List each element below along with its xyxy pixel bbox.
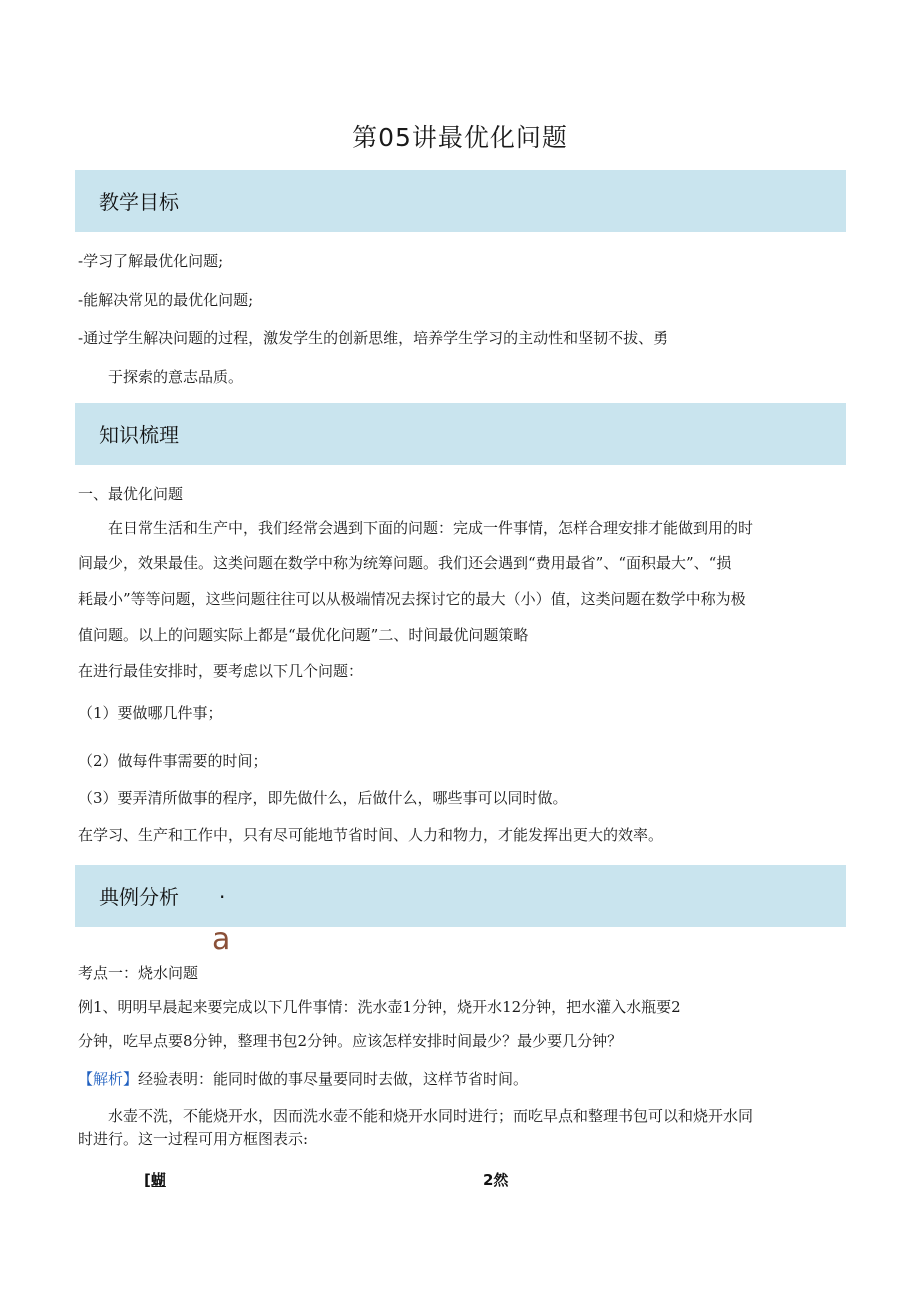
analysis-text: 经验表明：能同时做的事尽量要同时去做，这样节省时间。 [138,1070,529,1088]
example-point: 考点一：烧水问题 [78,964,199,982]
example-para-line: 水壶不洗，不能烧开水，因而洗水壶不能和烧开水同时进行；而吃早点和整理书包可以和烧开水同 [108,1107,754,1125]
goal-line: 于探索的意志品质。 [108,368,244,386]
analysis-line [78,1068,528,1089]
stray-mark: a [212,922,231,957]
knowledge-heading: 一、最优化问题 [78,485,184,503]
section-band-examples [75,865,846,927]
section-band-goals [75,170,846,232]
section-title-knowledge: 知识梳理 [99,423,179,447]
knowledge-para-line: 耗最小”等等问题，这些问题往往可以从极端情况去探讨它的最大（小）值，这类问题在数学中称为极 [78,590,746,608]
section-title-dot: . [219,879,226,903]
figure-fragment-right: 2然 [483,1171,509,1189]
knowledge-item: （1）要做哪几件事； [78,704,223,722]
knowledge-item: （2）做每件事需要的时间； [78,752,268,770]
knowledge-consider: 在进行最佳安排时，要考虑以下几个问题： [78,662,364,680]
analysis-tag: 【解析】 [78,1070,139,1088]
knowledge-item: （3）要弄清所做事的程序，即先做什么，后做什么，哪些事可以同时做。 [78,789,568,807]
knowledge-para-line: 间最少，效果最佳。这类问题在数学中称为统筹问题。我们还会遇到“费用最省”、“面积最大”、“损 [78,554,732,572]
goal-line: -通过学生解决问题的过程，激发学生的创新思维，培养学生学习的主动性和坚韧不拔、勇 [78,329,669,347]
goal-line: -学习了解最优化问题; [78,252,224,270]
page-title: 第05讲最优化问题 [352,123,568,152]
section-band-knowledge [75,403,846,465]
knowledge-para-line: 在日常生活和生产中，我们经常会遇到下面的问题：完成一件事情，怎样合理安排才能做到用的时 [108,519,754,537]
goal-line: -能解决常见的最优化问题; [78,291,254,309]
example-line: 例1、明明早晨起来要完成以下几件事情：洗水壶1分钟，烧开水12分钟，把水灌入水瓶要2 [78,998,681,1016]
section-title-examples: 典例分析 [99,885,179,909]
section-title-goals: 教学目标 [99,190,179,214]
example-para-line: 时进行。这一过程可用方框图表示: [78,1130,309,1148]
example-line: 分钟，吃早点要8分钟，整理书包2分钟。应该怎样安排时间最少？最少要几分钟？ [78,1032,623,1050]
figure-fragment-left: [蝴 [144,1171,166,1189]
knowledge-conclusion: 在学习、生产和工作中，只有尽可能地节省时间、人力和物力，才能发挥出更大的效率。 [78,826,664,844]
knowledge-para-line: 值问题。以上的问题实际上都是“最优化问题”二、时间最优问题策略 [78,626,529,644]
